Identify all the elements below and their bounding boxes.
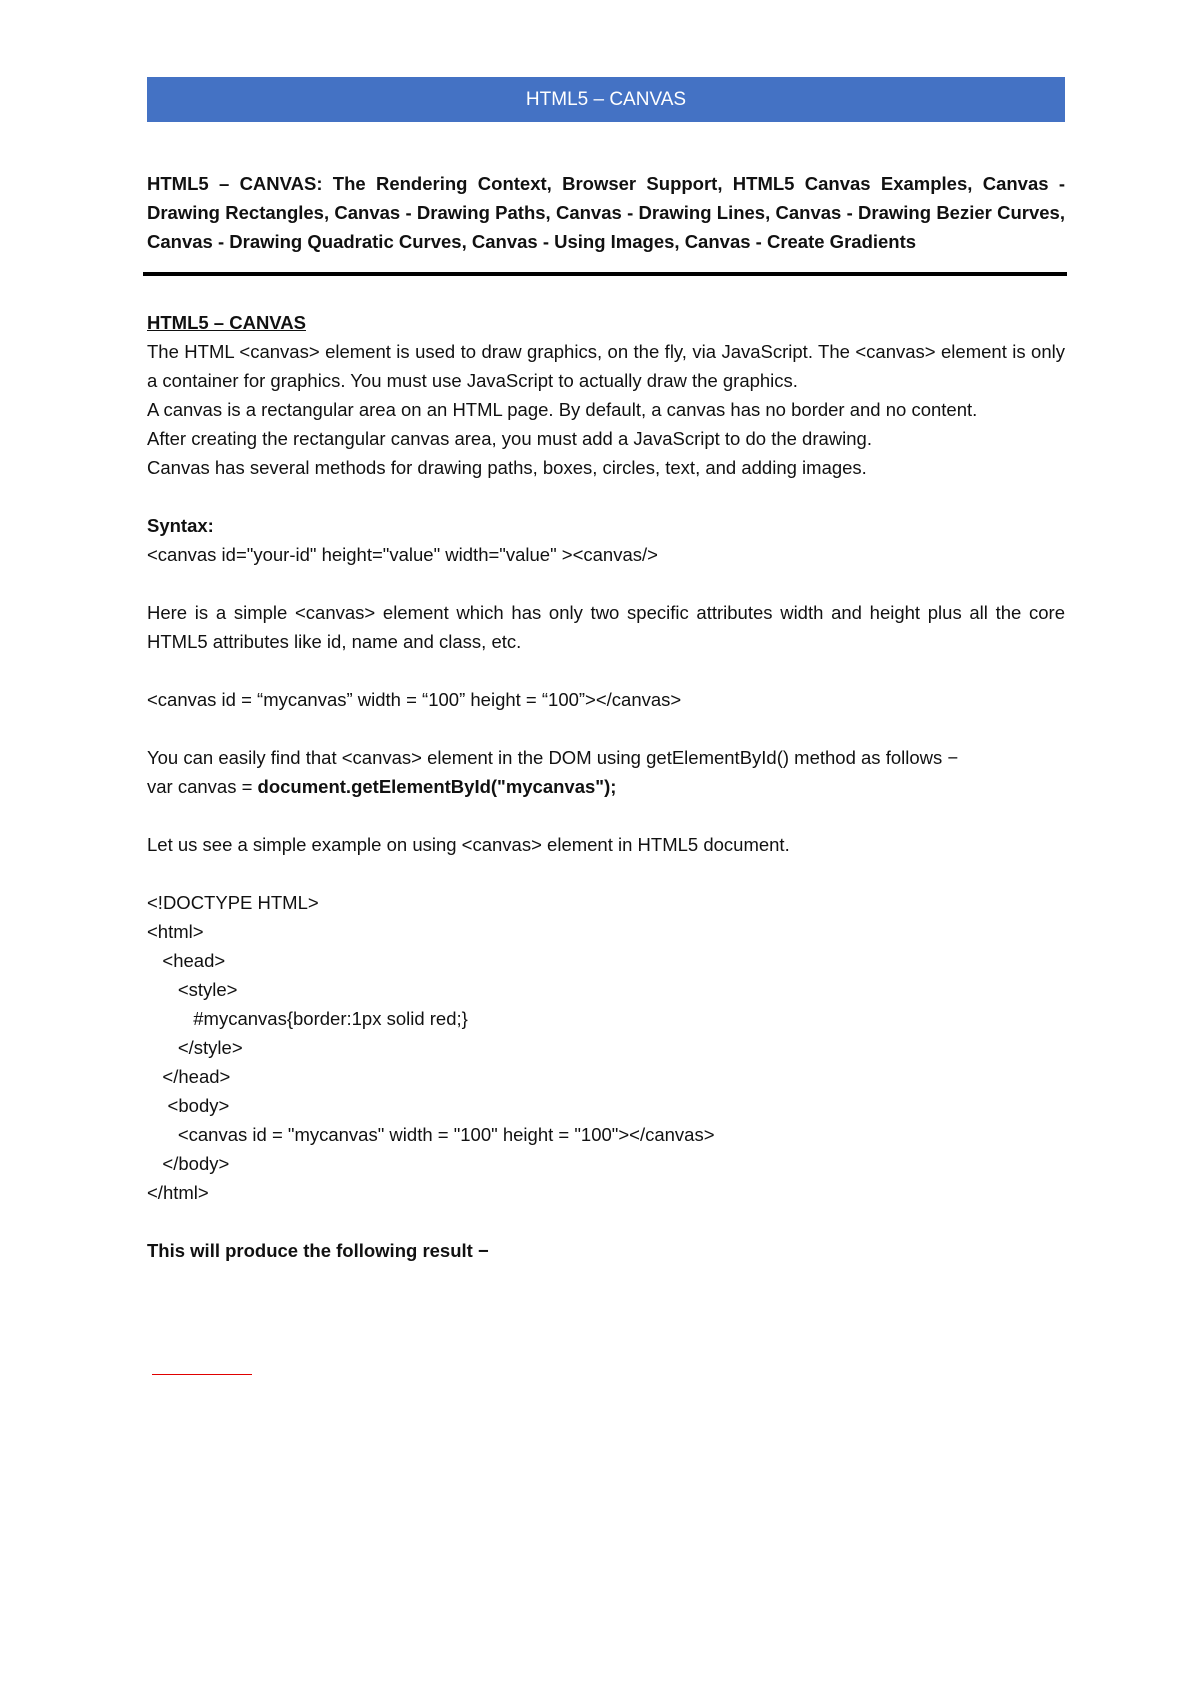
code-line: <body> (147, 1095, 230, 1116)
var-canvas-line (147, 772, 1065, 801)
code-line: <html> (147, 921, 204, 942)
code-line: <!DOCTYPE HTML> (147, 892, 319, 913)
intro-paragraph-2: A canvas is a rectangular area on an HTML page. By default, a canvas has no border and no content. (147, 399, 978, 420)
code-line: <canvas id = "mycanvas" width = "100" height = "100"></canvas> (147, 1124, 715, 1145)
intro-paragraph-4: Canvas has several methods for drawing paths, boxes, circles, text, and adding images. (147, 457, 867, 478)
code-line: </style> (147, 1037, 243, 1058)
example-intro: Let us see a simple example on using <canvas> element in HTML5 document. (147, 834, 790, 855)
table-of-contents: HTML5 – CANVAS: The Rendering Context, Browser Support, HTML5 Canvas Examples, Canvas - Drawing Rectangles, Canvas - Drawing Paths, Canvas - Drawing Lines, Canvas - Drawing Bezier Curves, Canvas - Drawing Quadratic Curves, Canvas - Using Images, Canvas - Create Gradients (147, 172, 1065, 252)
section-content (147, 308, 1065, 1265)
canvas-example-code: <canvas id = “mycanvas” width = “100” height = “100”></canvas> (147, 689, 682, 710)
code-line: </body> (147, 1153, 230, 1174)
code-block (147, 888, 1065, 1207)
intro-paragraph-3: After creating the rectangular canvas area, you must add a JavaScript to do the drawing. (147, 428, 872, 449)
syntax-label: Syntax: (147, 515, 214, 536)
horizontal-divider (143, 272, 1067, 276)
spacer (147, 859, 1065, 888)
spacer (147, 656, 1065, 685)
spacer (147, 482, 1065, 511)
canvas-result-preview (152, 1374, 252, 1475)
simple-element-paragraph: Here is a simple <canvas> element which has only two specific attributes width and height plus all the core HTML5 attributes like id, name and class, etc. (147, 602, 1065, 652)
spacer (147, 569, 1065, 598)
code-line: <style> (147, 979, 238, 1000)
syntax-code: <canvas id="your-id" height="value" width="value" ><canvas/> (147, 544, 658, 565)
page-title-bar (147, 77, 1065, 122)
spacer (147, 714, 1065, 743)
section-heading: HTML5 – CANVAS (147, 312, 306, 333)
code-line: #mycanvas{border:1px solid red;} (147, 1008, 468, 1029)
result-label: This will produce the following result − (147, 1240, 489, 1261)
spacer (147, 801, 1065, 830)
var-canvas-prefix: var canvas = (147, 776, 258, 797)
page-title: HTML5 – CANVAS (525, 88, 687, 110)
spacer (147, 1207, 1065, 1236)
code-line: </html> (147, 1182, 209, 1203)
intro-paragraph-1: The HTML <canvas> element is used to draw graphics, on the fly, via JavaScript. The <canvas> element is only a container for graphics. You must use JavaScript to actually draw the graphics. (147, 341, 1065, 391)
dom-paragraph: You can easily find that <canvas> element in the DOM using getElementById() method as follows − (147, 747, 959, 768)
code-line: </head> (147, 1066, 231, 1087)
code-line: <head> (147, 950, 226, 971)
var-canvas-code: document.getElementById("mycanvas"); (257, 776, 617, 797)
